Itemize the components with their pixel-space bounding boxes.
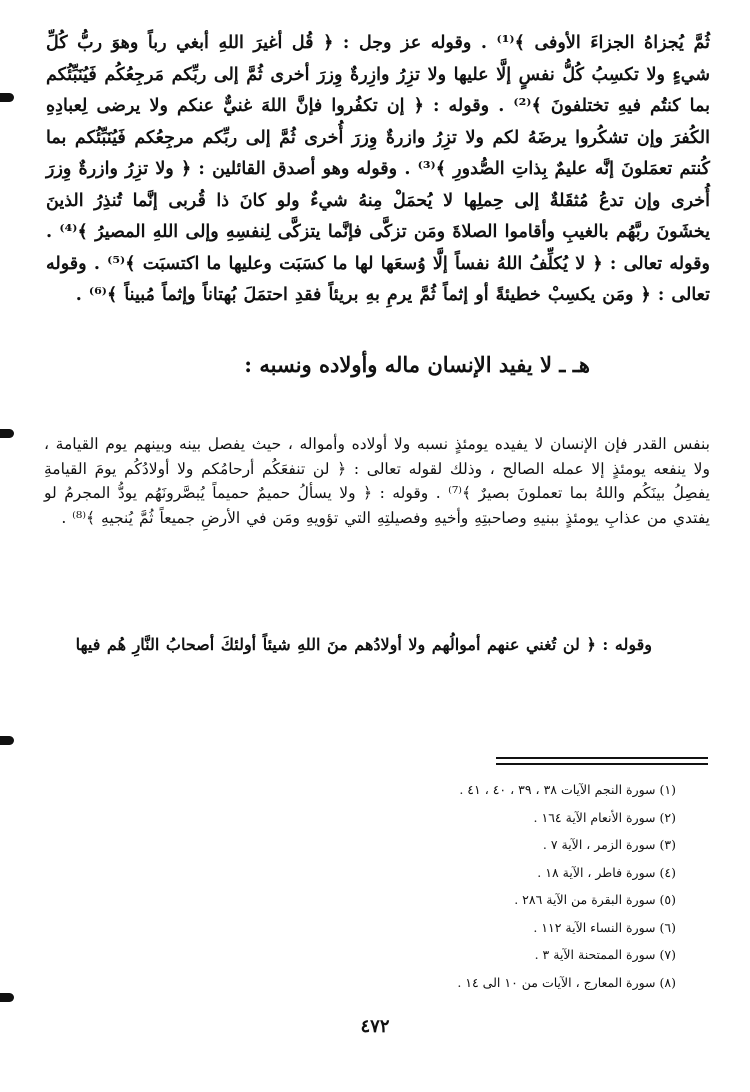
section-heading: هـ ـ لا يفيد الإنسان ماله وأولاده ونسبه : [244, 352, 590, 377]
footnotes-list [380, 776, 676, 996]
footnote-item: (١) سورة النجم الآيات ٣٨ ، ٣٩ ، ٤٠ ، ٤١ . [459, 782, 676, 797]
footnote-item: (٥) سورة البقرة من الآية ٢٨٦ . [514, 892, 676, 907]
quran-verses-paragraph: ثُمَّ يُجزاهُ الجزاءَ الأوفى ﴾⁽¹⁾ . وقوله عز وجل : ﴿ قُل أغيرَ اللهِ أبغي رباً وهوَ ربُّ كُلِّ شيءٍ ولا تكسِبُ كُلُّ نفسٍ إلَّا عليها ولا تزِرُ وازِرةٌ وِزرَ أخرى ثُمَّ إلى ربِّكم مَرجِعُكُم فَيُنَبِّئُكم بما كنتُم فيهِ تختلفونَ ﴾⁽²⁾ . وقوله : ﴿ إن تكفُروا فإنَّ اللهَ غنيٌّ عنكم ولا يرضى لِعبادِهِ الكُفرَ وإن تشكُروا يرضَهُ لكم ولا تزِرُ وازرةٌ وِزرَ أُخرى ثُمَّ إلى ربِّكم مرجِعُكم فَيُنَبِّئُكم بما كُنتم تعمَلونَ إنَّه عليمٌ بِذاتِ الصُّدورِ ﴾⁽³⁾ . وقوله وهو أصدق القائلين : ﴿ ولا تزِرُ وازرةٌ وِزرَ أُخرى وإن تدعُ مُثقَلةٌ إلى حِملِها لا يُحمَلْ مِنهُ شيءٌ ولو كانَ ذا قُربى إنَّما تُنذِرُ الذينَ يخشَونَ ربَّهُم بالغيبِ وأقاموا الصلاةَ ومَن تزكَّى فإنَّما يتزكَّى لِنفسِهِ وإلى اللهِ المصيرُ ﴾⁽⁴⁾ . وقوله تعالى : ﴿ لا يُكلِّفُ اللهُ نفساً إلَّا وُسعَها لها ما كسَبَت وعليها ما اكتسبَت ﴾⁽⁵⁾ . وقوله تعالى : ﴿ ومَن يكسِبْ خطيئةً أو إثماً ثُمَّ يرمِ بهِ بريئاً فقدِ احتمَلَ بُهتاناً وإثماً مُبيناً ﴾⁽⁶⁾ . [46, 33, 710, 305]
page-number: ٤٧٢ [360, 1016, 390, 1037]
footnote-item: (٧) سورة الممتحنة الآية ٣ . [534, 947, 676, 962]
footnote-item: (٨) سورة المعارج ، الآيات من ١٠ الى ١٤ . [457, 974, 676, 990]
footnote-divider [496, 757, 708, 759]
footnote-item: (٢) سورة الأنعام الآية ١٦٤ . [533, 809, 676, 825]
footnote-divider [496, 763, 708, 765]
scan-binding-mark [0, 429, 14, 438]
continuation-paragraph: وقوله : ﴿ لن تُغني عنهم أموالُهم ولا أولادُهم منَ اللهِ شيئاً أولئكَ أصحابُ النَّارِ هُم فيها [75, 635, 652, 654]
body-paragraph: بنفس القدر فإن الإنسان لا يفيده يومئذٍ نسبه ولا أولاده وأمواله ، حيث يفصل بينه وبينهم يوم القيامة ، ولا ينفعه يومئذٍ إلا عمله الصالح ، وذلك لقوله تعالى : ﴿ لن تنفعَكُم أرحامُكم ولا أولادُكُم يومَ القيامةِ يفصِلُ بينَكُم واللهُ بما تعملونَ بصيرٌ ﴾⁽⁷⁾ . وقوله : ﴿ ولا يسألُ حميمٌ حميماً يُبصَّرونَهُم يودُّ المجرمُ لو يفتدي من عذابِ يومئذٍ ببنيهِ وصاحبتِهِ وأخيهِ وفصيلتِهِ التي تؤويهِ ومَن في الأرضِ جميعاً ثُمَّ يُنجيهِ ﴾⁽⁸⁾ . [44, 435, 710, 527]
scan-binding-mark [0, 736, 14, 745]
footnote-item: (٤) سورة فاطر ، الآية ١٨ . [537, 864, 676, 880]
footnote-item: (٦) سورة النساء الآية ١١٢ . [533, 919, 676, 935]
scan-binding-mark [0, 93, 14, 102]
footnote-item: (٣) سورة الزمر ، الآية ٧ . [542, 837, 676, 852]
scan-binding-mark [0, 993, 14, 1002]
